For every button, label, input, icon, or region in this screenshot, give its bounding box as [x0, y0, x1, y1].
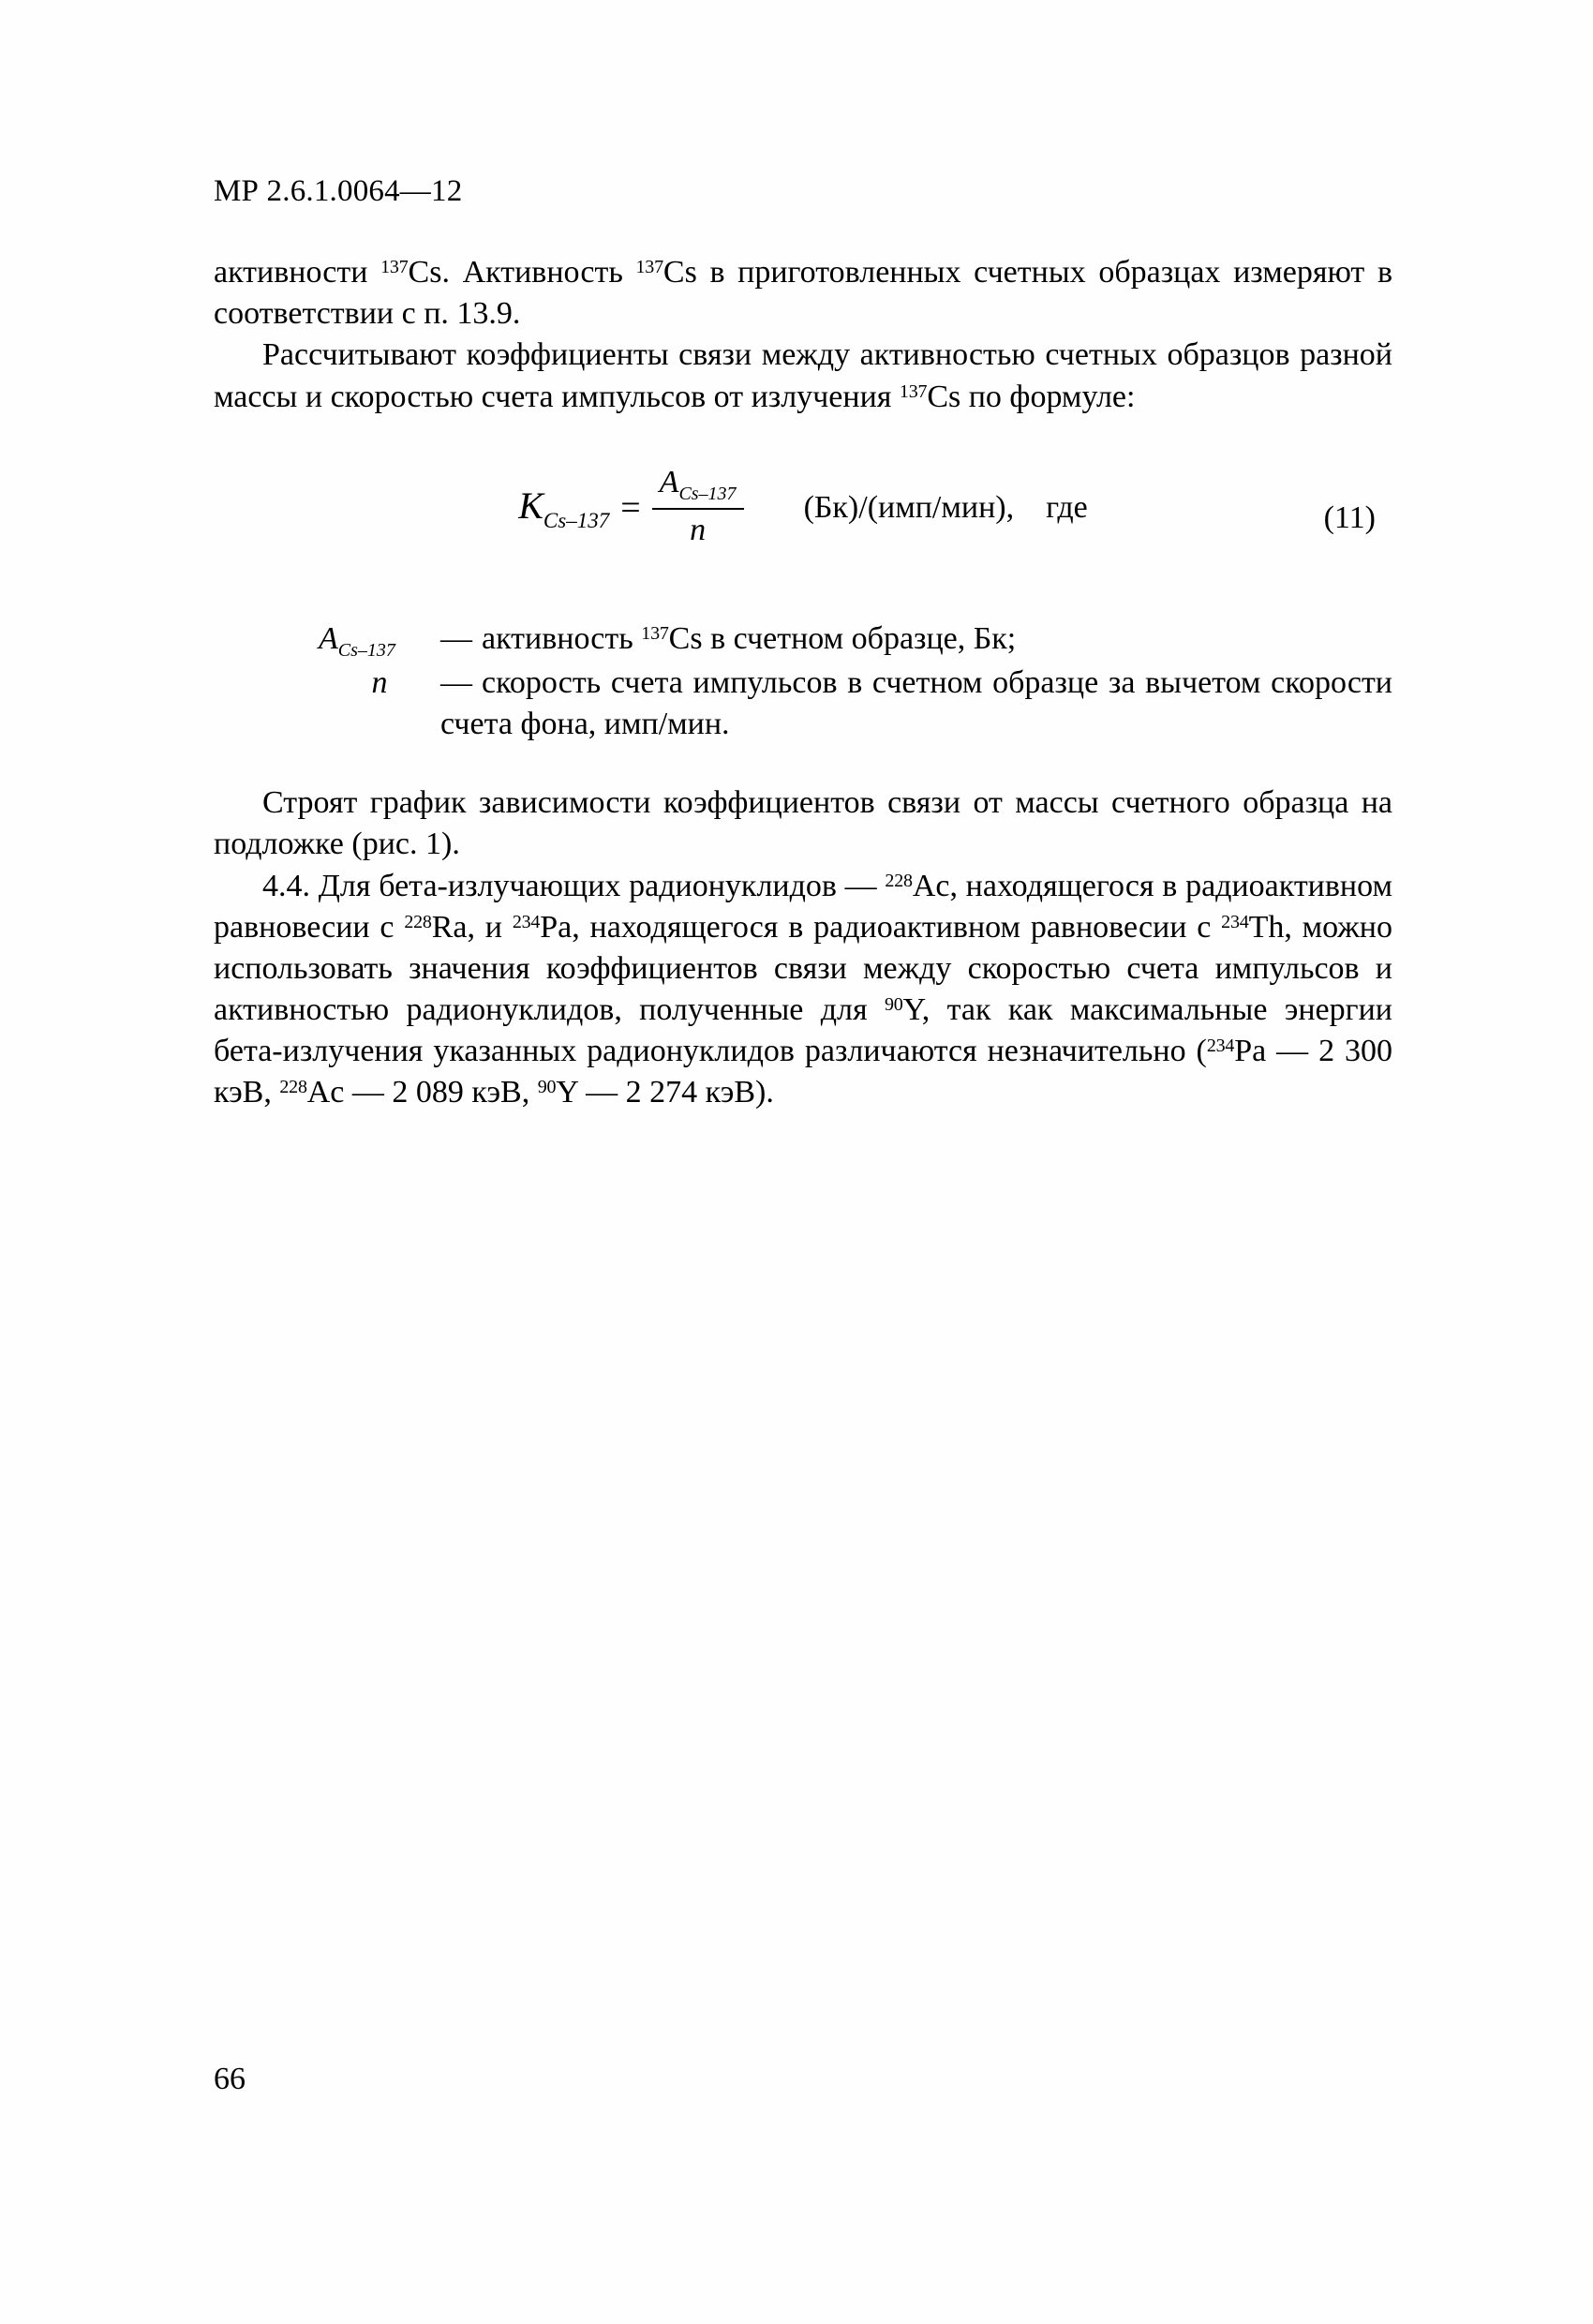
legend-symbol-text: A: [319, 620, 338, 656]
p4-text-5: Th, можно использовать значения коэффициентов связи между скоростью счета импульсов и активностью радионуклидов, полученные для: [214, 909, 1392, 1028]
formula-denominator: n: [690, 512, 707, 547]
p4-text-2: Ac, находящегося в радиоактивном равновесии с: [214, 868, 1392, 945]
legend-symbol-n: [319, 663, 440, 704]
isotope-superscript: 234: [1221, 911, 1249, 932]
legend-text-n: [440, 663, 1392, 745]
page-number: 66: [214, 2062, 246, 2096]
isotope-superscript: 228: [279, 1077, 307, 1098]
formula-k-subscript: Cs–137: [543, 508, 610, 532]
p1-text-2: Cs. Активность: [408, 255, 636, 290]
p4-text-7: Pa — 2 300 кэВ,: [214, 1034, 1392, 1110]
p4-text-9: Y — 2 274 кэВ).: [556, 1075, 774, 1110]
formula-legend: [319, 618, 1392, 745]
paragraph-calculate-coefficients: [214, 335, 1392, 417]
formula-equals: =: [620, 488, 641, 529]
formula-number: (11): [1323, 499, 1376, 535]
p4-text-8: Ac — 2 089 кэВ,: [306, 1075, 538, 1110]
formula-numerator: [652, 465, 744, 508]
isotope-superscript: 137: [899, 380, 928, 402]
legend-symbol-text: n: [371, 664, 388, 700]
p2-text-1: Рассчитывают коэффициенты связи между активностью счетных образцов разной массы и скоростью счета импульсов от излучения: [214, 337, 1392, 414]
p4-text-3: Ra, и: [431, 909, 513, 945]
legend-text-part1: скорость счета импульсов в счетном образце за вычетом скорости счета фона, имп/мин.: [440, 664, 1392, 741]
isotope-superscript: 234: [1206, 1035, 1235, 1057]
isotope-superscript: 90: [537, 1077, 557, 1098]
p4-text-1: 4.4. Для бета-излучающих радионуклидов —: [262, 868, 886, 903]
formula-11: [214, 464, 1392, 579]
page-content: [214, 174, 1392, 1114]
formula-numerator-subscript: Cs–137: [678, 483, 737, 504]
isotope-superscript: 90: [885, 994, 903, 1016]
spacer: [214, 745, 1392, 782]
legend-dash: —: [440, 620, 472, 656]
formula-fraction: [652, 465, 744, 548]
isotope-superscript: 228: [885, 870, 913, 891]
p4-text-6: Y, так как максимальные энергии бета-излучения указанных радионуклидов различаются незначительно (: [214, 992, 1392, 1069]
formula-expression: [214, 464, 1392, 550]
paragraph-section-4-4: [214, 866, 1392, 1114]
legend-text-part1: активность: [482, 620, 642, 656]
legend-text-part2: Cs в счетном образце, Бк;: [668, 620, 1017, 656]
legend-dash: —: [440, 664, 472, 700]
legend-symbol-subscript: Cs–137: [337, 639, 395, 661]
formula-units: (Бк)/(имп/мин),: [803, 490, 1015, 526]
p2-text-2: Cs по формуле:: [927, 379, 1136, 414]
formula-k-term: [518, 484, 609, 533]
paragraph-build-graph: Строят график зависимости коэффициентов связи от массы счетного образца на подложке (рис. 1).: [214, 785, 1392, 862]
legend-symbol-a: [319, 618, 440, 663]
formula-where-word: где: [1046, 490, 1088, 526]
document-header: МР 2.6.1.0064—12: [214, 174, 463, 208]
legend-row: [319, 663, 1392, 745]
formula-k-symbol: K: [518, 484, 543, 527]
p1-text-3: Cs в приготовленных счетных образцах измеряют в соответствии с п. 13.9.: [214, 255, 1392, 332]
formula-numerator-symbol: A: [659, 464, 679, 499]
p4-text-4: Pa, находящегося в радиоактивном равновесии с: [540, 909, 1222, 945]
p1-text-1: активности: [214, 255, 381, 290]
isotope-superscript: 137: [641, 622, 669, 644]
isotope-superscript: 137: [635, 257, 663, 277]
isotope-superscript: 228: [404, 911, 432, 932]
paragraph-activity-cs137: [214, 252, 1392, 335]
legend-text-a: [440, 618, 1392, 660]
isotope-superscript: 137: [380, 257, 409, 277]
isotope-superscript: 234: [512, 911, 541, 932]
legend-row: [319, 618, 1392, 663]
